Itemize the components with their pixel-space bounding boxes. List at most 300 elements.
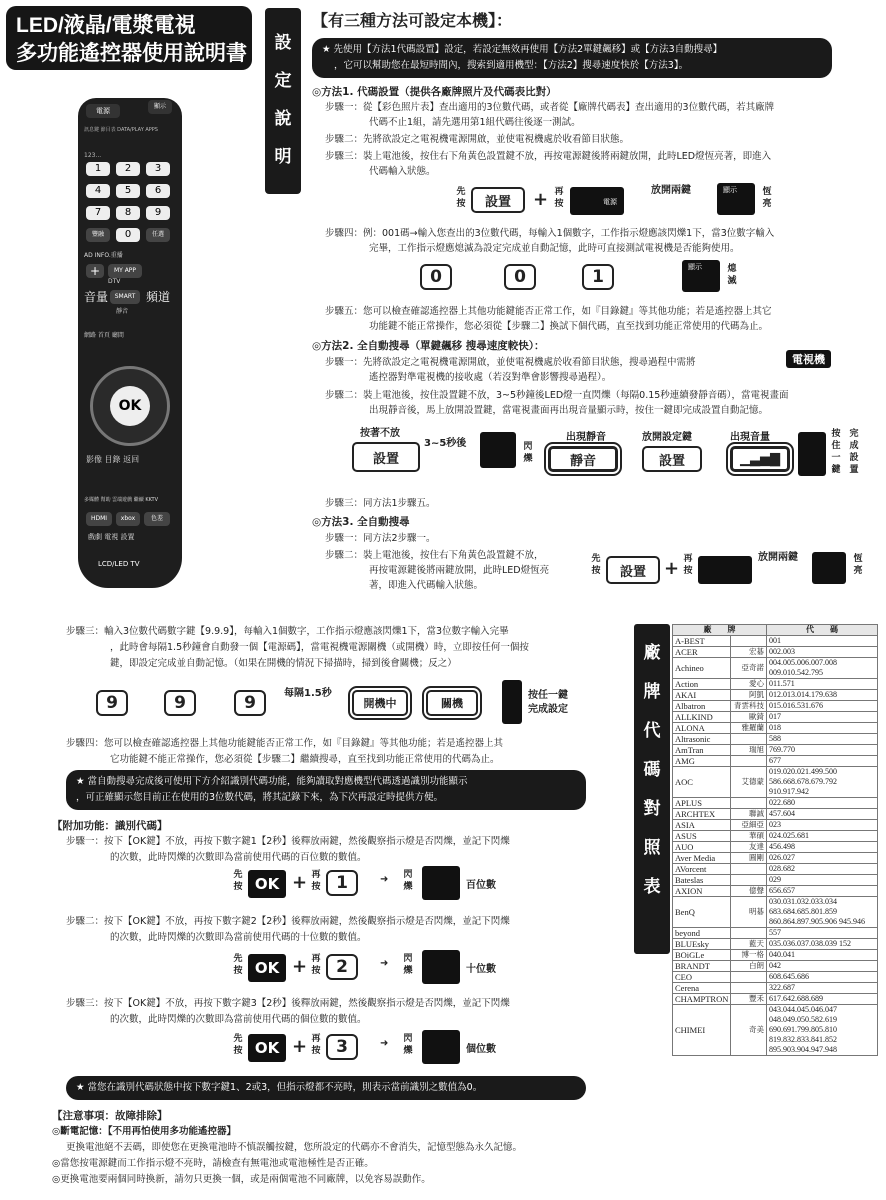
sidebar-char: 對 (643, 799, 661, 819)
tens-label: 十位數 (466, 964, 496, 975)
setup-sidebar (265, 8, 301, 194)
auto-search-diagram (352, 424, 872, 490)
code-table-sidebar (634, 624, 670, 954)
method3-step2: 步驟二：裝上電池後，按住右下角黃色設置鍵不放， (325, 550, 544, 561)
release-label: 放開兩鍵 (651, 185, 691, 196)
remote-icon (502, 680, 522, 724)
brand-name-cell: BenQ (673, 897, 731, 928)
plus-icon: + (533, 189, 549, 210)
brand-name-cell: Achineo (673, 658, 731, 679)
off-label: 熄 (727, 264, 737, 274)
arrow-right-icon: ➜ (380, 958, 389, 969)
table-row (673, 734, 878, 745)
key-1: 1 (86, 162, 110, 176)
code-cell: 018 (767, 723, 878, 734)
key-6: 6 (146, 184, 170, 198)
component-key: 色差 (144, 512, 170, 526)
sidebar-char: 定 (274, 71, 292, 91)
flash-label: 閃 (523, 442, 533, 452)
table-row (673, 723, 878, 734)
id-step3: 步驟三：按下【OK鍵】不放，再按下數字鍵3【2秒】後釋放兩鍵，然後觀察指示燈是否閃爍，並記下閃爍 (66, 998, 510, 1009)
method1-step5-cont: 功能鍵不能正常操作，您必須從【步驟二】換試下個代碼，直至找到功能正常使用的代碼為止。 (369, 321, 769, 332)
flash-label: 爍 (523, 454, 533, 464)
table-row (673, 831, 878, 842)
brand-name-cell: AVorcent (673, 864, 731, 875)
brand-name-cell: AMG (673, 756, 731, 767)
plus-icon: + (664, 558, 680, 579)
setting-key-icon: 設置 (352, 442, 420, 472)
table-row (673, 939, 878, 950)
brand-chinese-cell: 宏碁 (731, 647, 767, 658)
ok-key-icon: OK (248, 1034, 286, 1062)
code-cell: 617.642.688.689 (767, 994, 878, 1005)
code-cell: 557 (767, 928, 878, 939)
release-key-label: 放開設定鍵 (642, 432, 692, 443)
method3-step2-cont: 再按電源鍵後將兩鍵放開，此時LED燈恆亮 (369, 565, 550, 576)
brand-chinese-cell: 博一格 (731, 950, 767, 961)
off-label: 滅 (727, 276, 737, 286)
brand-chinese-cell (731, 864, 767, 875)
table-row (673, 701, 878, 712)
table-row (673, 928, 878, 939)
end-row-label: 戲劇 電視 設置 (88, 533, 135, 541)
lower-step3-cont: ，此時會每隔1.5秒鐘會自動發一個【電源碼】，當電視機電源關機（或開機）時，立即按任何一個按 (110, 642, 529, 653)
key-3: 3 (146, 162, 170, 176)
key-2-icon: 2 (326, 954, 358, 980)
method1-step3: 步驟三：裝上電池後，按住右下角黃色設置鍵不放，再按電源鍵後將兩鍵放開，此時LED燈恆亮著，即進入 (325, 151, 772, 162)
tv-off-icon: 關機 (426, 690, 478, 716)
brand-chinese-cell: 愛心 (731, 679, 767, 690)
brand-name-cell: AXION (673, 886, 731, 897)
lower-step4: 步驟四：您可以檢查確認遙控器上其他功能鍵能否正常工作，如『目錄鍵』等其他功能；若是遙控器上其 (66, 738, 504, 749)
hold-label: 按著不放 (360, 428, 400, 439)
brand-chinese-cell: 瑞旭 (731, 745, 767, 756)
method3-title: ◎方法3. 全自動搜尋 (312, 516, 410, 528)
id-step2-cont: 的次數，此時閃爍的次數即為當前使用代碼的十位數的數值。 (110, 932, 367, 943)
display-button: 顯示 (148, 100, 172, 114)
brand-name-cell: Aver Media (673, 853, 731, 864)
key-4: 4 (86, 184, 110, 198)
code-cell: 024.025.681 (767, 831, 878, 842)
code-entry-diagram (420, 260, 780, 300)
remote-row-labels: 訊息鍵 節目表 DATA/PLAY APPS (84, 127, 158, 133)
mute-screen-icon: 靜音 (548, 446, 618, 472)
again-label: 再 (554, 187, 564, 197)
code-cell: 043.044.045.046.047 048.049.050.582.619 690.691.799.805.810 819.832.833.841.852 895.903.904.947.948 (767, 1005, 878, 1056)
method2-step2-cont: 出現靜音後，馬上放開設置鍵，當電視畫面再出現音量顯示時，按住一鍵即完成設置自動記憶。 (369, 405, 769, 416)
code-cell: 029 (767, 875, 878, 886)
table-row (673, 983, 878, 994)
sidebar-char: 明 (274, 147, 292, 167)
brand-name-cell: Action (673, 679, 731, 690)
key-0-icon: 0 (504, 264, 536, 290)
brand-name-cell: Altrasonic (673, 734, 731, 745)
method2-step1-cont: 遙控器對準電視機的接收處（若沒對準會影響搜尋過程）。 (369, 372, 612, 383)
plus-icon: + (292, 956, 308, 977)
code-cell: 002.003 (767, 647, 878, 658)
brand-chinese-cell: 亞奇諾 (731, 658, 767, 679)
brand-name-cell: APLUS (673, 798, 731, 809)
code-cell: 588 (767, 734, 878, 745)
sidebar-char: 照 (643, 838, 661, 858)
code-cell: 019.020.021.499.500 586.668.678.679.792 910.917.942 (767, 767, 878, 798)
code-cell: 028.682 (767, 864, 878, 875)
troubleshooting-title: 【注意事項：故障排除】 (52, 1110, 168, 1122)
key-0-icon: 0 (420, 264, 452, 290)
id-function-title: 【附加功能：識別代碼】 (52, 820, 168, 832)
brand-code-table (672, 624, 878, 1056)
display-icon (422, 950, 460, 984)
table-row (673, 853, 878, 864)
key-1-icon: 1 (326, 870, 358, 896)
table-row (673, 636, 878, 647)
power-button: 電源 (86, 104, 120, 118)
first-label: 先 (233, 954, 243, 964)
remote-123-label: 123... (84, 152, 102, 159)
code-cell: 026.027 (767, 853, 878, 864)
brand-name-cell: CHAMPTRON (673, 994, 731, 1005)
brand-name-cell: AOC (673, 767, 731, 798)
table-row (673, 864, 878, 875)
plus-icon: + (86, 264, 104, 278)
ad-info-label: AD INFO.重播 (84, 252, 123, 259)
id-step1: 步驟一：按下【OK鍵】不放，再按下數字鍵1【2秒】後釋放兩鍵，然後觀察指示燈是否閃爍，並記下閃爍 (66, 836, 510, 847)
done-vertical: 完成設置 (849, 429, 859, 475)
flash-label: 閃 (403, 870, 413, 880)
method2-title: ◎方法2. 全自動搜尋（單鍵飆移 搜尋速度較快）： (312, 340, 545, 352)
again-label: 再 (683, 554, 693, 564)
note-line: ★ 先使用【方法1代碼設置】設定，若設定無效再使用【方法2單鍵飆移】或【方法3自動搜尋】 (322, 44, 723, 55)
table-row (673, 972, 878, 983)
dtv-label: DTV (108, 278, 121, 285)
first-label: 先 (591, 554, 601, 564)
sidebar-char: 碼 (643, 760, 661, 780)
table-row (673, 994, 878, 1005)
lower-step3-cont2: 鍵，即設定完成並自動記憶。（如果在開機的情況下掃描時，掃到後會關機；反之） (110, 658, 457, 669)
lower-step3: 步驟三：輸入3位數代碼數字鍵【9.9.9】，每輸入1個數字，工作指示燈應該閃爍1下，當3位數字輸入完畢 (66, 626, 509, 637)
brand-name-cell: AKAI (673, 690, 731, 701)
code-cell: 030.031.032.033.034 683.684.685.801.859 860.864.897.905.906 945.946 (767, 897, 878, 928)
table-row (673, 767, 878, 798)
units-label: 個位數 (466, 1044, 496, 1055)
key-9-icon: 9 (234, 690, 266, 716)
code-cell: 017 (767, 712, 878, 723)
brand-chinese-cell (731, 972, 767, 983)
smart-key: SMART (110, 290, 140, 304)
press-label: 按 (233, 966, 243, 976)
sidebar-char: 廠 (643, 643, 661, 663)
press-label: 按 (683, 566, 693, 576)
brand-name-cell: Albatron (673, 701, 731, 712)
release-label: 放開兩鍵 (758, 552, 798, 563)
brand-name-cell: Bateslas (673, 875, 731, 886)
brand-chinese-cell: 藍天 (731, 939, 767, 950)
brand-name-cell: ASIA (673, 820, 731, 831)
complete-label: 完成設定 (528, 704, 568, 715)
method1-step1: 步驟一：從【彩色照片表】查出適用的3位數代碼，或者從【廠牌代碼表】查出適用的3位數代碼，若其廠牌 (325, 102, 775, 113)
table-row (673, 875, 878, 886)
method1-step4: 步驟四：例：001碼→輸入您查出的3位數代碼，每輸入1個數字，工作指示燈應該閃爍1下，當3位數字輸入 (325, 228, 775, 239)
brand-chinese-cell: 艾德蒙 (731, 767, 767, 798)
table-row (673, 950, 878, 961)
id-step1-cont: 的次數，此時閃爍的次數即為當前使用代碼的百位數的數值。 (110, 852, 367, 863)
id-hundreds-diagram (232, 866, 532, 906)
code-cell: 015.016.531.676 (767, 701, 878, 712)
setting-key-icon: 設置 (471, 187, 525, 213)
press-any-vertical: 按住一鍵 (831, 429, 841, 475)
hundreds-label: 百位數 (466, 880, 496, 891)
title-line2: 多功能遙控器使用說明書 (16, 42, 247, 65)
display-icon (480, 432, 516, 468)
note-battery-replace: ◎更換電池要兩個同時換新，請勿只更換一個，或是兩個電池不同廠牌，以免容易誤動作。 (52, 1174, 431, 1185)
display-icon (422, 866, 460, 900)
method2-step2: 步驟二：裝上電池後，按住設置鍵不放，3~5秒鐘後LED燈一直閃爍（每隔0.15秒連續發靜音碼），當電視畫面 (325, 390, 789, 401)
display-label: 顯示 (688, 263, 702, 271)
brand-chinese-cell: 歐錡 (731, 712, 767, 723)
code-cell: 012.013.014.179.638 (767, 690, 878, 701)
method1-step5: 步驟五：您可以檢查確認遙控器上其他功能鍵能否正常工作，如『目錄鍵』等其他功能；若是遙控器上其它 (325, 306, 772, 317)
table-row (673, 658, 878, 679)
top-note (312, 38, 832, 78)
brand-chinese-cell: 豐禾 (731, 994, 767, 1005)
table-row (673, 809, 878, 820)
method1-step3-cont: 代碼輸入狀態。 (369, 166, 436, 177)
sidebar-char: 牌 (643, 682, 661, 702)
plus-icon: + (292, 872, 308, 893)
id-step2: 步驟二：按下【OK鍵】不放，再按下數字鍵2【2秒】後釋放兩鍵，然後觀察指示燈是否閃爍，並記下閃爍 (66, 916, 510, 927)
code-cell: 457.604 (767, 809, 878, 820)
first-label: 先 (233, 870, 243, 880)
setup-power-diagram (455, 183, 795, 223)
method3-diagram (590, 548, 880, 592)
tool-key: 豐融 (86, 228, 110, 242)
key-9: 9 (146, 206, 170, 220)
brand-chinese-cell: 白朗 (731, 961, 767, 972)
method2-step3: 步驟三：同方法1步驟五。 (325, 498, 436, 509)
ok-key-icon: OK (248, 954, 286, 982)
code-cell: 040.041 (767, 950, 878, 961)
table-row (673, 690, 878, 701)
brand-chinese-cell: 明碁 (731, 897, 767, 928)
arrow-right-icon: ➜ (380, 874, 389, 885)
brand-name-cell: CEO (673, 972, 731, 983)
id-units-diagram (232, 1030, 532, 1070)
brand-name-cell: BOiGLe (673, 950, 731, 961)
guide-row-label: 影像 目錄 返回 (86, 455, 140, 464)
note-line: ，它可以幫助您在最短時間內，搜索到適用機型：【方法2】搜尋速度快於【方法3】。 (334, 60, 689, 71)
code-cell: 656.657 (767, 886, 878, 897)
brand-name-cell: AmTran (673, 745, 731, 756)
mute-label: 靜音 (116, 308, 129, 315)
brand-name-cell: beyond (673, 928, 731, 939)
id-tens-diagram (232, 950, 532, 990)
press-label: 按 (591, 566, 601, 576)
scan-diagram (90, 680, 610, 724)
brand-chinese-cell (731, 983, 767, 994)
plus-icon: + (292, 1036, 308, 1057)
key-9-icon: 9 (96, 690, 128, 716)
brand-chinese-cell (731, 928, 767, 939)
any-key-label: 按任一鍵 (528, 690, 568, 701)
power-label: 電源 (603, 198, 617, 206)
tv-on-icon: 開機中 (352, 690, 408, 716)
remote-control-illustration (78, 98, 182, 588)
mute-shown-label: 出現靜音 (566, 432, 606, 443)
seconds-label: 3~5秒後 (424, 438, 467, 449)
code-cell: 677 (767, 756, 878, 767)
brand-header: 廠 牌 (673, 625, 767, 636)
ok-key-icon: OK (248, 870, 286, 898)
method3-step1: 步驟一：同方法2步驟一。 (325, 533, 436, 544)
code-cell: 011.571 (767, 679, 878, 690)
bright-label: 亮 (762, 199, 772, 209)
table-row (673, 745, 878, 756)
table-header-row (673, 625, 878, 636)
hdmi-key: HDMI (86, 512, 112, 526)
brand-chinese-cell: 圓剛 (731, 853, 767, 864)
again-label: 再 (311, 870, 321, 880)
id-step3-cont: 的次數，此時閃爍的次數即為當前使用代碼的個位數的數值。 (110, 1014, 367, 1025)
brand-chinese-cell: 友達 (731, 842, 767, 853)
flash-label: 閃 (403, 954, 413, 964)
press-label: 按 (311, 882, 321, 892)
brand-name-cell: ASUS (673, 831, 731, 842)
code-cell: 022.680 (767, 798, 878, 809)
key-7: 7 (86, 206, 110, 220)
press-label: 按 (311, 966, 321, 976)
myapp-key: MY APP (108, 264, 142, 278)
model-label: LCD/LED TV (98, 560, 140, 568)
bright-label: 亮 (853, 566, 863, 576)
brand-name-cell: AUO (673, 842, 731, 853)
volume-label: 音量 (84, 290, 109, 304)
setting-key-icon: 設置 (606, 556, 660, 584)
note-line: ，可正確顯示您目前正在使用的3位數代碼，將其記錄下來，為下次再設定時提供方便。 (76, 792, 444, 803)
table-row (673, 820, 878, 831)
brand-chinese-cell: 聯誠 (731, 809, 767, 820)
code-cell: 001 (767, 636, 878, 647)
code-cell: 042 (767, 961, 878, 972)
arrow-right-icon: ➜ (380, 1038, 389, 1049)
display-icon (422, 1030, 460, 1064)
net-row-label: 網路 首頁 廳間 (84, 332, 124, 339)
brand-chinese-cell: 雅羅蘭 (731, 723, 767, 734)
table-row (673, 886, 878, 897)
brand-chinese-cell (731, 798, 767, 809)
title-line1: LED/液晶/電漿電視 (16, 14, 196, 37)
table-row (673, 897, 878, 928)
main-title: 【有三種方法可設定本機】： (312, 11, 513, 30)
sidebar-char: 說 (274, 109, 292, 129)
sidebar-char: 表 (643, 877, 661, 897)
flash-label: 爍 (403, 882, 413, 892)
table-row (673, 647, 878, 658)
brand-chinese-cell: 億聲 (731, 886, 767, 897)
table-row (673, 679, 878, 690)
display-label: 顯示 (723, 186, 737, 194)
brand-name-cell: ALONA (673, 723, 731, 734)
method1-title: ◎方法1. 代碼設置（提供各廠牌照片及代碼表比對） (312, 86, 557, 98)
method1-step2: 步驟二：先將欲設定之電視機電源開啟，並使電視機處於收看節目狀態。 (325, 134, 630, 145)
flash-label: 爍 (403, 966, 413, 976)
brand-chinese-cell: 青雲科技 (731, 701, 767, 712)
brand-name-cell: A-BEST (673, 636, 731, 647)
vol-shown-label: 出現音量 (730, 432, 770, 443)
table-row (673, 712, 878, 723)
press-label: 按 (554, 199, 564, 209)
brand-chinese-cell (731, 756, 767, 767)
brand-name-cell: Cerena (673, 983, 731, 994)
press-label: 按 (233, 1046, 243, 1056)
sidebar-char: 代 (643, 721, 661, 741)
any-key: 任選 (146, 228, 170, 242)
display-icon (812, 552, 846, 584)
steady-label: 恆 (762, 187, 772, 197)
first-label: 先 (233, 1034, 243, 1044)
ok-key: OK (110, 386, 150, 426)
method2-step1: 步驟一：先將欲設定之電視機電源開啟，並使電視機處於收看節目狀態，搜尋過程中需將 (325, 357, 696, 368)
power-key-icon (698, 556, 752, 584)
code-cell: 608.645.686 (767, 972, 878, 983)
volume-bars-icon: ▁▃▅▇ (730, 446, 790, 472)
brand-name-cell: BRANDT (673, 961, 731, 972)
note-line: ★ 當您在識別代碼狀態中按下數字鍵1、2或3，但指示燈都不亮時，則表示當前識別之數值為0。 (76, 1082, 483, 1093)
remote-icon (798, 432, 826, 476)
note-power-memory: ◎斷電記憶：【不用再怕使用多功能遙控器】 (52, 1126, 237, 1137)
note-led-check: ◎當您按電源鍵而工作指示燈不亮時，請檢查有無電池或電池極性是否正確。 (52, 1158, 374, 1169)
method1-step1-cont: 代碼不止1組，請先選用第1組代碼往後逐一測試。 (369, 117, 581, 128)
brand-chinese-cell: 奇美 (731, 1005, 767, 1056)
brand-chinese-cell (731, 636, 767, 647)
press-label: 按 (311, 1046, 321, 1056)
table-row (673, 1005, 878, 1056)
key-3-icon: 3 (326, 1034, 358, 1060)
table-row (673, 756, 878, 767)
key-8: 8 (116, 206, 140, 220)
method3-step2-cont2: 著，即進入代碼輸入狀態。 (369, 580, 484, 591)
manual-title-block (6, 6, 252, 70)
code-header: 代 碼 (767, 625, 878, 636)
brand-chinese-cell: 亞細亞 (731, 820, 767, 831)
id-zero-note (66, 1076, 586, 1100)
key-2: 2 (116, 162, 140, 176)
brand-name-cell: BLUEsky (673, 939, 731, 950)
key-9-icon: 9 (164, 690, 196, 716)
sidebar-char: 設 (274, 33, 292, 53)
code-cell: 023 (767, 820, 878, 831)
steady-label: 恆 (853, 554, 863, 564)
key-1-icon: 1 (582, 264, 614, 290)
brand-name-cell: CHIMEI (673, 1005, 731, 1056)
table-row (673, 798, 878, 809)
key-5: 5 (116, 184, 140, 198)
tv-label-badge: 電視機 (786, 350, 831, 368)
first-label: 先 (456, 187, 466, 197)
code-cell: 004.005.006.007.008 009.010.542.795 (767, 658, 878, 679)
flash-label: 爍 (403, 1046, 413, 1056)
code-cell: 322.687 (767, 983, 878, 994)
note-line: ★ 當自動搜尋完成後可使用下方介紹識別代碼功能，能夠讀取對應機型代碼透過識別功能顯示 (76, 776, 468, 787)
press-label: 按 (233, 882, 243, 892)
brand-name-cell: ACER (673, 647, 731, 658)
brand-chinese-cell (731, 734, 767, 745)
brand-chinese-cell: 華碩 (731, 831, 767, 842)
press-label: 按 (456, 199, 466, 209)
table-row (673, 842, 878, 853)
flash-label: 閃 (403, 1034, 413, 1044)
code-cell: 769.770 (767, 745, 878, 756)
brand-name-cell: ARCHTEX (673, 809, 731, 820)
